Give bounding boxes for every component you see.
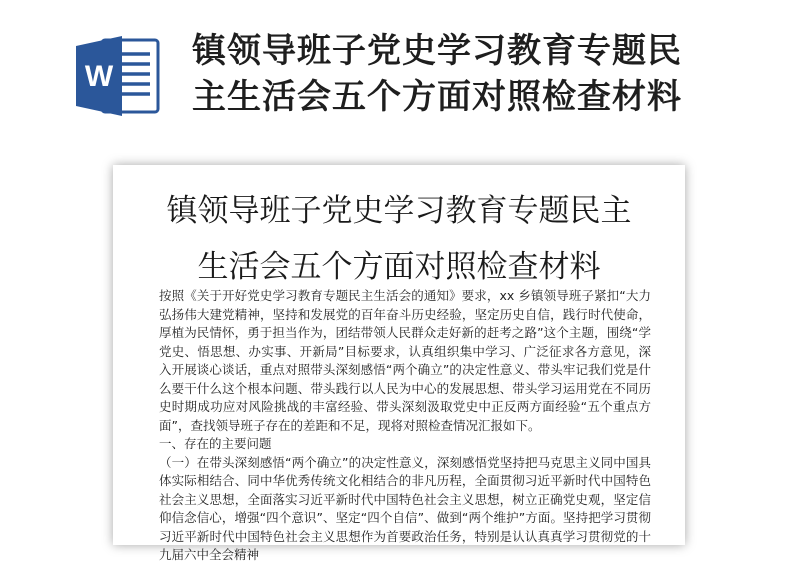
document-file-title — [192, 28, 752, 120]
section-heading: 一、存在的主要问题 — [159, 436, 272, 451]
page-title-line-1: 镇领导班子党史学习教育专题民主 — [166, 193, 632, 229]
word-icon — [72, 30, 164, 122]
document-page — [113, 165, 685, 562]
file-title-line-2: 主生活会五个方面对照检查材料 — [192, 77, 682, 117]
document-body — [159, 287, 651, 565]
svg-text:W: W — [84, 60, 114, 93]
page-title — [113, 183, 685, 295]
paragraph-intro: 按照《关于开好党史学习教育专题民主生活会的通知》要求，xx 乡镇领导班子紧扣“大力弘扬伟大建党精神，坚持和发展党的百年奋斗历史经验，坚定历史自信，践行时代使命，厚植为民情怀，勇于担当作为，团结带领人民群众走好新的赶考之路”这个主题，围绕“学党史、悟思想、办实事、开新局”目标要求，认真组织集中学习、广泛征求各方意见，深入开展谈心谈话，重点对照带头深刻感悟“两个确立”的决定性意义、带头牢记我们党是什么要干什么这个根本问题、带头践行以人民为中心的发展思想、带头学习运用党在不同历史时期成功应对风险挑战的丰富经验、带头深刻汲取党史中正反两方面经验“五个重点方面”，查找领导班子存在的差距和不足，现将对照检查情况汇报如下。 — [159, 288, 651, 433]
file-title-line-1: 镇领导班子党史学习教育专题民 — [192, 31, 682, 71]
header — [0, 0, 800, 160]
paragraph-section-1: （一）在带头深刻感悟“两个确立”的决定性意义，深刻感悟党坚持把马克思主义同中国具体实际相结合、同中华优秀传统文化相结合的非凡历程，全面贯彻习近平新时代中国特色社会主义思想，全面落实习近平新时代中国特色社会主义思想，树立正确党史观，坚定信仰信念信心，增强“四个意识”、坚定“四个自信”、做到“两个维护”方面。坚持把学习贯彻习近平新时代中国特色社会主义思想作为首要政治任务，特别是认认真真学习贯彻党的十九届六中全会精神 — [159, 454, 651, 562]
page-title-line-2: 生活会五个方面对照检查材料 — [197, 249, 601, 285]
